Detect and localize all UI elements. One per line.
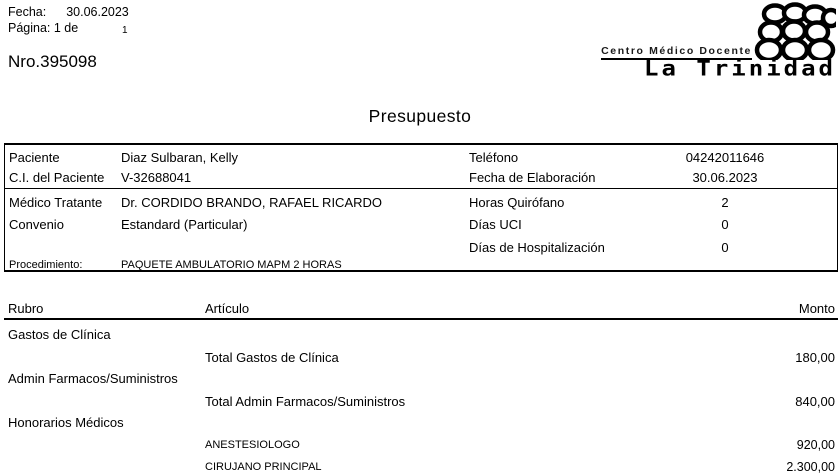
info-label: Días UCI (469, 217, 522, 232)
pagina-row (8, 21, 78, 35)
info-label: C.I. del Paciente (9, 170, 105, 185)
fecha-value: 30.06.2023 (66, 5, 129, 19)
logo-title: La Trinidad (644, 56, 836, 81)
rubro-group-row: Gastos de Clínica (8, 327, 111, 342)
info-label: Horas Quirófano (469, 195, 565, 210)
item-row-label: ANESTESIOLOGO (205, 439, 300, 451)
total-row-label: Total Admin Farmacos/Suministros (205, 394, 406, 409)
info-value: Dr. CORDIDO BRANDO, RAFAEL RICARDO (121, 195, 382, 210)
procedimiento-label: Procedimiento: (9, 259, 83, 271)
info-value: 0 (721, 217, 729, 232)
info-label: Médico Tratante (9, 195, 103, 210)
circle-cluster-icon (752, 2, 836, 60)
total-row-label: Total Gastos de Clínica (205, 350, 339, 365)
info-value: 2 (721, 195, 729, 210)
item-row-amount: 920,00 (796, 438, 835, 452)
info-value: 30.06.2023 (692, 170, 758, 185)
info-value: 0 (721, 240, 729, 255)
column-header-monto: Monto (798, 301, 835, 316)
info-value: Diaz Sulbaran, Kelly (121, 150, 239, 165)
document-number: Nro.395098 (8, 52, 97, 71)
logo-mark (752, 2, 836, 63)
logo-subtitle: Centro Médico Docente (601, 45, 752, 60)
divider (5, 188, 837, 189)
total-row-amount: 180,00 (795, 350, 835, 365)
column-header-rubro: Rubro (8, 301, 44, 316)
info-value: 04242011646 (685, 150, 765, 165)
item-row-amount: 2.300,00 (786, 460, 835, 474)
rubro-group-row: Honorarios Médicos (8, 415, 124, 430)
page-title: Presupuesto (368, 106, 472, 126)
divider (4, 318, 838, 320)
procedimiento-value: PAQUETE AMBULATORIO MAPM 2 HORAS (121, 259, 342, 271)
rubro-group-row: Admin Farmacos/Suministros (8, 371, 178, 386)
fecha-label: Fecha: (8, 5, 47, 19)
fecha-row (8, 5, 129, 19)
info-value: V-32688041 (121, 170, 192, 185)
info-label: Convenio (9, 217, 64, 232)
info-label: Paciente (9, 150, 60, 165)
info-label: Días de Hospitalización (469, 240, 605, 255)
item-row-label: CIRUJANO PRINCIPAL (205, 461, 322, 473)
pagina-total: 1 (122, 25, 128, 36)
info-label: Fecha de Elaboración (469, 170, 596, 185)
info-label: Teléfono (469, 150, 519, 165)
column-header-articulo: Artículo (205, 301, 250, 316)
total-row-amount: 840,00 (795, 394, 835, 409)
pagina-label: Página: 1 de (8, 21, 79, 35)
patient-info-box (4, 143, 838, 272)
info-value: Estandard (Particular) (121, 217, 248, 232)
